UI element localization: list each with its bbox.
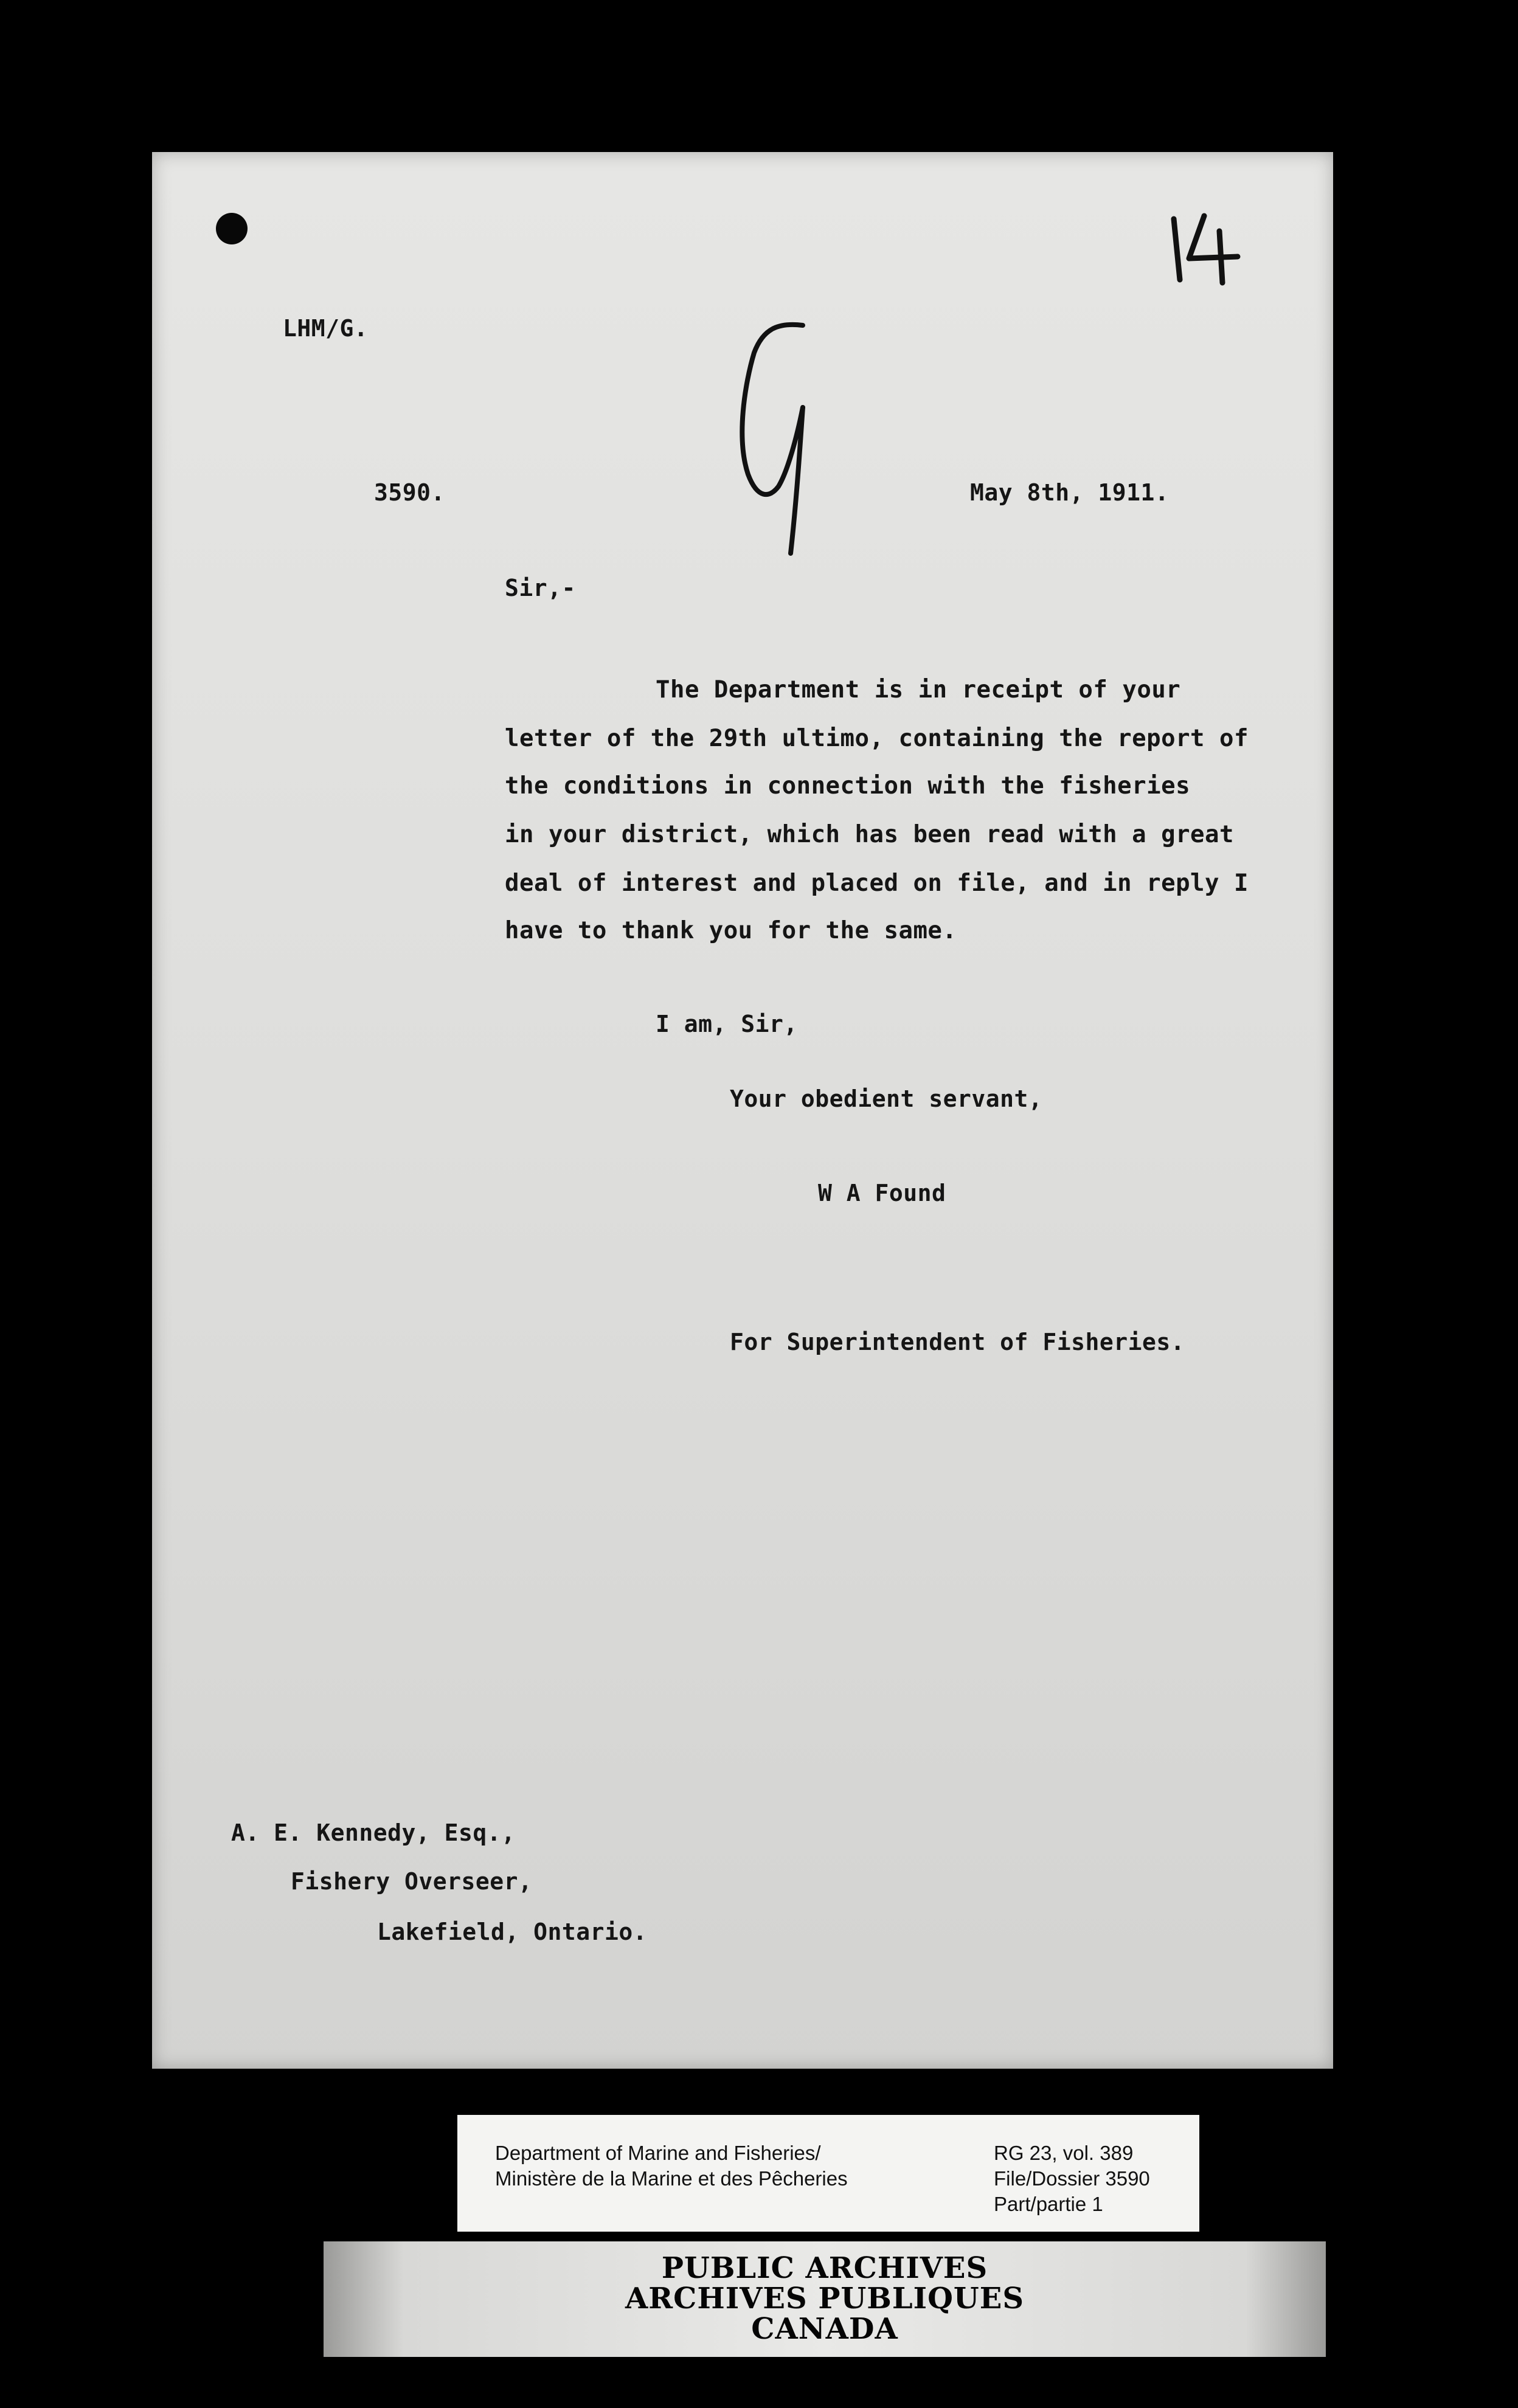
body-line: The Department is in receipt of your [656, 676, 1181, 704]
department-english: Department of Marine and Fisheries/ [495, 2142, 821, 2164]
reference-initials: LHM/G. [283, 315, 369, 342]
file-number: 3590. [374, 479, 445, 506]
file-dossier: File/Dossier 3590 [994, 2167, 1150, 2190]
closing-line-1: I am, Sir, [656, 1011, 798, 1037]
stamp-line-english: PUBLIC ARCHIVES [661, 2251, 988, 2285]
body-line: have to thank you for the same. [505, 917, 957, 944]
body-line: letter of the 29th ultimo, containing the report of [505, 725, 1249, 752]
salutation: Sir,- [505, 575, 576, 601]
stamp-line-country: CANADA [751, 2312, 898, 2346]
punch-hole [216, 213, 248, 244]
body-line: deal of interest and placed on file, and in reply I [505, 870, 1249, 897]
addressee-name: A. E. Kennedy, Esq., [231, 1819, 516, 1846]
record-group: RG 23, vol. 389 [994, 2142, 1134, 2164]
addressee-title: Fishery Overseer, [291, 1868, 533, 1895]
department-french: Ministère de la Marine et des Pêcheries [495, 2167, 848, 2190]
handwritten-folio-number [1162, 207, 1253, 286]
body-line: in your district, which has been read with a great [505, 821, 1234, 848]
signature: W A Found [818, 1180, 946, 1206]
part-partie: Part/partie 1 [994, 2193, 1103, 2215]
stamp-line-french: ARCHIVES PUBLIQUES [625, 2282, 1024, 2316]
handwritten-check-mark [712, 316, 833, 559]
letter-date: May 8th, 1911. [970, 479, 1170, 506]
body-line: the conditions in connection with the fisheries [505, 772, 1191, 800]
public-archives-stamp [324, 2241, 1326, 2357]
letter-page [152, 152, 1333, 2069]
closing-line-2: Your obedient servant, [730, 1085, 1043, 1112]
signature-title: For Superintendent of Fisheries. [730, 1329, 1185, 1355]
addressee-location: Lakefield, Ontario. [377, 1918, 648, 1945]
archive-reference-label [457, 2115, 1199, 2232]
